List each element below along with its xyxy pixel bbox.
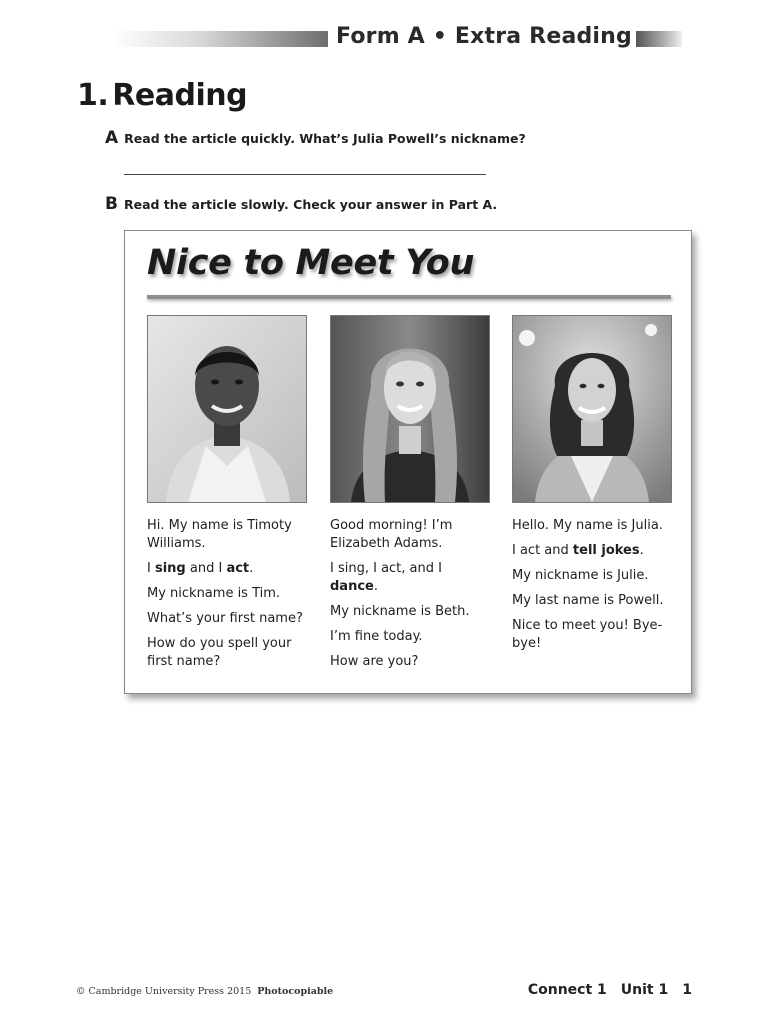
unit-label: Unit 1 — [620, 982, 669, 998]
article-column — [512, 315, 672, 660]
article-title-rule — [147, 295, 671, 299]
book-title: Connect 1 — [527, 982, 607, 998]
bio-keyword: dance — [330, 579, 374, 594]
photo-young-man — [147, 315, 307, 503]
bio-text-run: I sing, I act, and I — [330, 561, 442, 576]
section-title: Reading — [112, 78, 248, 113]
answer-line[interactable] — [124, 174, 486, 175]
bio-text — [330, 517, 490, 671]
bio-line — [330, 628, 490, 646]
photocopiable-label: Photocopiable — [257, 986, 334, 997]
bio-text-run: . — [373, 579, 378, 594]
bio-keyword: act — [226, 561, 250, 576]
bio-text-run: My nickname is Julie. — [512, 568, 649, 583]
question-b — [105, 194, 497, 214]
bio-text-run: Nice to meet you! Bye-bye! — [512, 618, 663, 651]
bio-line — [330, 653, 490, 671]
header-title: Form A • Extra Reading — [336, 24, 632, 49]
article-column — [330, 315, 490, 678]
bio-line — [147, 610, 307, 628]
bio-line — [147, 560, 307, 578]
bio-line — [512, 517, 672, 535]
question-letter: B — [105, 194, 118, 214]
footer-copyright — [76, 986, 333, 997]
bio-text-run: What’s your first name? — [147, 611, 303, 626]
bio-text — [147, 517, 307, 671]
bio-line — [330, 517, 490, 553]
copyright-text: © Cambridge University Press 2015 — [76, 986, 252, 997]
bio-line — [512, 592, 672, 610]
photo-young-woman — [330, 315, 490, 503]
bio-line — [147, 635, 307, 671]
question-letter: A — [105, 128, 119, 148]
bio-text-run: Hello. My name is Julia. — [512, 518, 663, 533]
bio-keyword: tell jokes — [572, 543, 640, 558]
article-title: Nice to Meet You — [147, 243, 475, 283]
bio-line — [147, 585, 307, 603]
bio-text-run: Good morning! I’m Elizabeth Adams. — [330, 518, 453, 551]
bio-text-run: How are you? — [330, 654, 419, 669]
bio-text — [512, 517, 672, 653]
header-gradient-bar-left — [112, 31, 328, 47]
bio-line — [147, 517, 307, 553]
question-text: Read the article quickly. What’s Julia Powell’s nickname? — [124, 131, 526, 146]
article-box — [124, 230, 692, 694]
bio-line — [330, 603, 490, 621]
bio-text-run: My last name is Powell. — [512, 593, 664, 608]
bio-text-run: I act and — [512, 543, 573, 558]
bio-line — [512, 542, 672, 560]
section-heading — [77, 78, 247, 113]
bio-text-run: How do you spell your first name? — [147, 636, 292, 669]
bio-text-run: . — [249, 561, 254, 576]
bio-keyword: sing — [154, 561, 186, 576]
bio-text-run: I — [147, 561, 155, 576]
header-gradient-bar-right — [636, 31, 682, 47]
bio-line — [512, 567, 672, 585]
bio-text-run: I’m fine today. — [330, 629, 423, 644]
bio-text-run: My nickname is Tim. — [147, 586, 281, 601]
question-text: Read the article slowly. Check your answer in Part A. — [123, 197, 498, 212]
bio-line — [512, 617, 672, 653]
page-number: 1 — [682, 982, 692, 998]
bio-text-run: My nickname is Beth. — [330, 604, 470, 619]
footer-page-info — [528, 982, 692, 998]
question-a — [105, 128, 526, 148]
bio-line — [330, 560, 490, 596]
photo-woman — [512, 315, 672, 503]
bio-text-run: and I — [185, 561, 227, 576]
bio-text-run: Hi. My name is Timoty Williams. — [147, 518, 292, 551]
section-number: 1. — [77, 78, 109, 113]
bio-text-run: . — [639, 543, 644, 558]
article-column — [147, 315, 307, 678]
